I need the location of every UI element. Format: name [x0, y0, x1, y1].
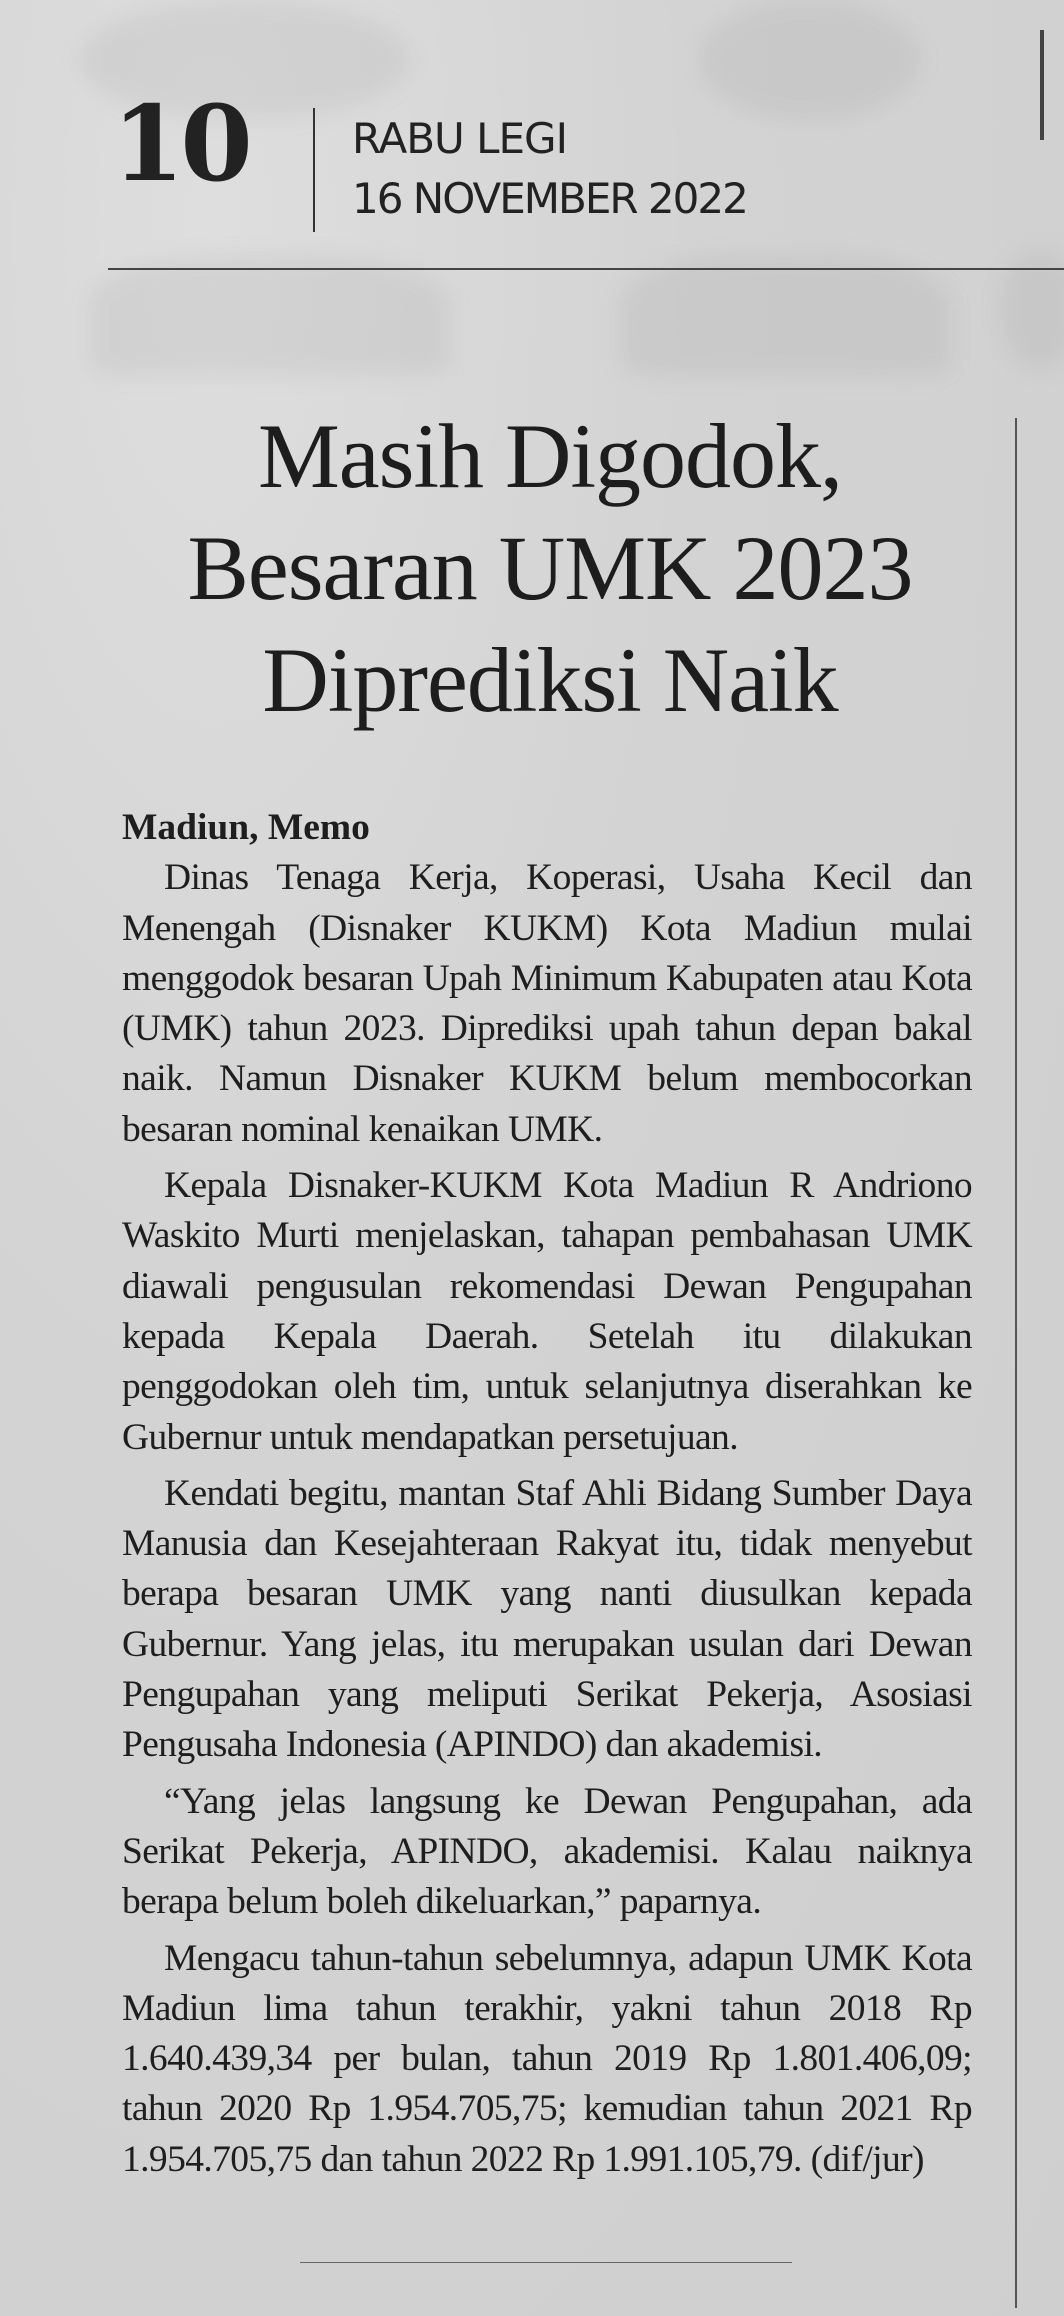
- header-rule: [108, 268, 1064, 270]
- article-paragraph: Kendati begitu, mantan Staf Ahli Bidang Sumber Daya Manusia dan Kesejahteraan Rakyat itu, tidak menyebut berapa besaran UMK yang nanti diusulkan kepada Gubernur. Yang jelas, itu merupakan usulan dari Dewan Pengupahan yang meliputi Serikat Pekerja, Asosiasi Pengusaha Indonesia (APINDO) dan akademisi.: [122, 1472, 972, 1766]
- dateline: Madiun, Memo: [122, 807, 370, 848]
- article-paragraph: Mengacu tahun-tahun sebelumnya, adapun UMK Kota Madiun lima tahun terakhir, yakni tahun 2018 Rp 1.640.439,34 per bulan, tahun 2019 Rp 1.801.406,09; tahun 2020 Rp 1.954.705,75; kemudian tahun 2021 Rp 1.954.705,75 dan tahun 2022 Rp 1.991.105,79. (dif/jur): [122, 1937, 972, 2180]
- headline-line: Diprediksi Naik: [262, 629, 838, 731]
- footer-rule: [300, 2262, 792, 2263]
- header-day: RABU LEGI: [352, 114, 567, 163]
- show-through-shadow: [700, 0, 920, 120]
- article-paragraph: “Yang jelas langsung ke Dewan Pengupahan, ada Serikat Pekerja, APINDO, akademisi. Kalau naiknya berapa belum boleh dikeluarkan,” paparnya.: [122, 1780, 972, 1923]
- header-date: 16 NOVEMBER 2022: [352, 174, 747, 223]
- adjacent-column-edge: [1040, 30, 1064, 140]
- headline-line: Masih Digodok,: [258, 405, 842, 507]
- article-body: [122, 803, 972, 2191]
- article-paragraph: Dinas Tenaga Kerja, Koperasi, Usaha Kecil dan Menengah (Disnaker KUKM) Kota Madiun mulai menggodok besaran Upah Minimum Kabupaten atau Kota (UMK) tahun 2023. Diprediksi upah tahun depan bakal naik. Namun Disnaker KUKM belum membocorkan besaran nominal kenaikan UMK.: [122, 857, 972, 1150]
- header-divider: [313, 108, 315, 232]
- headline-line: Besaran UMK 2023: [187, 517, 913, 619]
- headline: [110, 400, 990, 736]
- page-number: 10: [112, 82, 249, 205]
- show-through-shadow: [90, 255, 450, 375]
- column-rule: [1015, 418, 1017, 2308]
- show-through-shadow: [620, 255, 950, 375]
- article-paragraph: Kepala Disnaker-KUKM Kota Madiun R Andriono Waskito Murti menjelaskan, tahapan pembahasan UMK diawali pengusulan rekomendasi Dewan Pengupahan kepada Kepala Daerah. Setelah itu dilakukan penggodokan oleh tim, untuk selanjutnya diserahkan ke Gubernur untuk mendapatkan persetujuan.: [122, 1165, 972, 1458]
